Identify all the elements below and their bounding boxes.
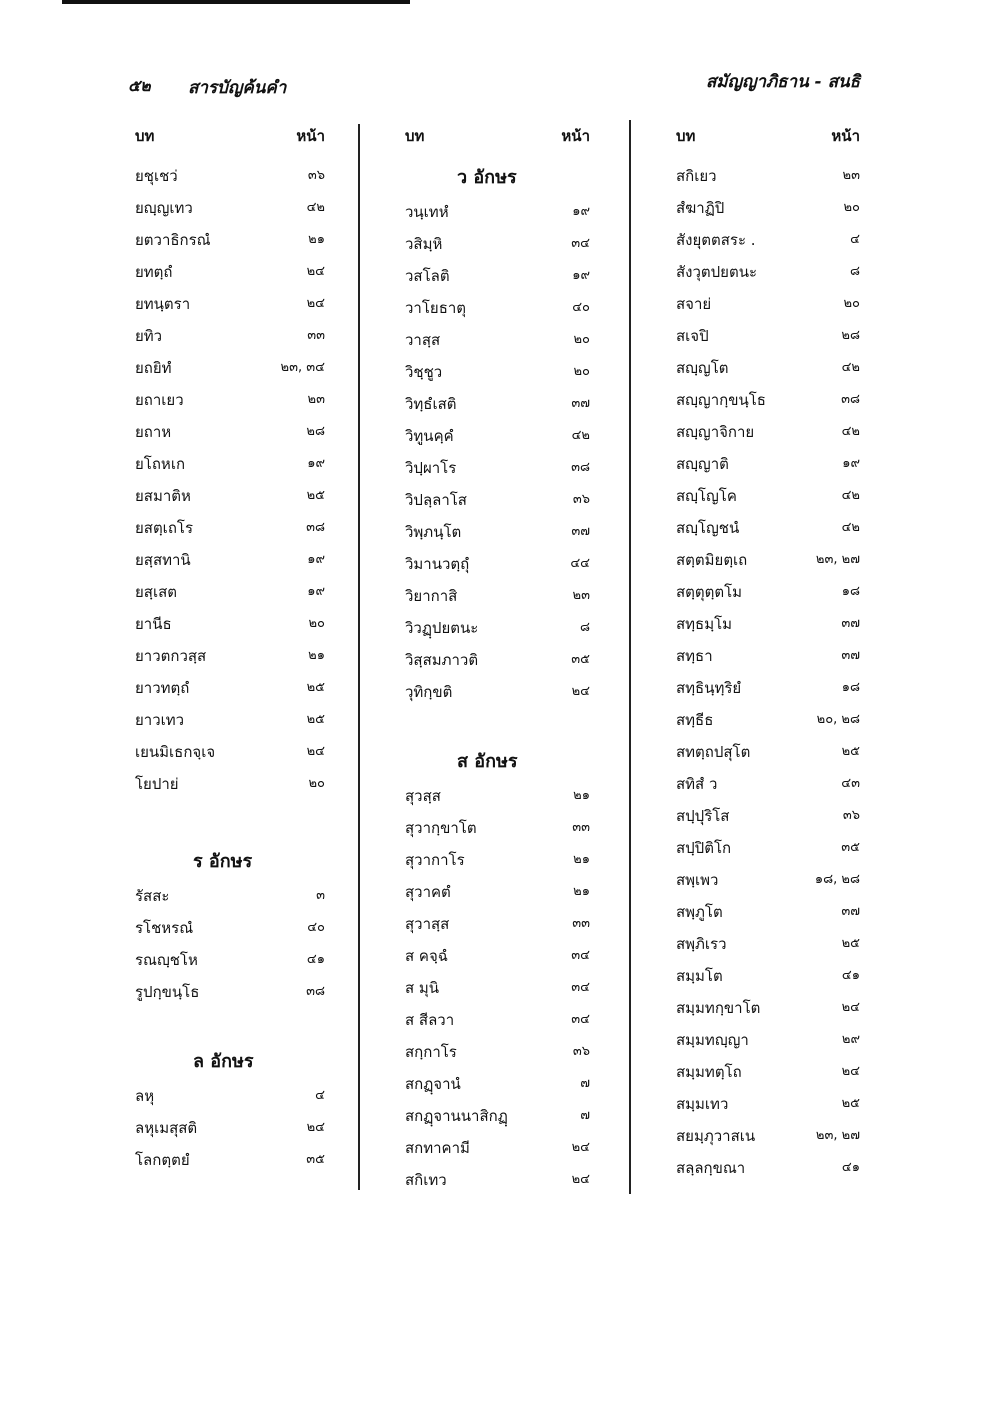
entry-term: วิยากาสิ <box>405 587 458 605</box>
term-header: บท <box>676 127 696 145</box>
entry-term: สพฺภูโต <box>676 903 723 921</box>
page-header: หน้า <box>561 127 590 145</box>
index-entry <box>676 800 860 832</box>
entry-page: ๔๒ <box>841 520 860 535</box>
entry-page: ๑๙ <box>307 584 325 599</box>
entry-page: ๒๕ <box>306 712 325 727</box>
entry-page: ๔๒ <box>841 360 860 375</box>
index-entry <box>405 844 590 876</box>
index-entry <box>676 384 860 416</box>
entry-page: ๔ <box>315 1088 325 1103</box>
entry-page: ๔๑ <box>306 952 325 967</box>
index-entry <box>676 512 860 544</box>
entry-page: ๓๖ <box>842 808 860 823</box>
entry-term: รโชหรณํ <box>135 919 194 937</box>
entry-term: วิมานวตฺถุํ <box>405 555 470 573</box>
index-entry <box>405 1100 590 1132</box>
index-entry <box>405 228 590 260</box>
entry-page: ๒๕ <box>306 488 325 503</box>
column-divider <box>629 120 631 1194</box>
entry-list <box>405 196 590 708</box>
right-running-title: สมัญญาภิธาน - สนธิ <box>705 72 860 92</box>
entry-term: ยถาเยว <box>135 391 184 409</box>
entry-page: ๒๐ <box>843 296 860 311</box>
entry-page: ๒๓ <box>842 168 860 183</box>
entry-term: ส สีลวา <box>405 1011 455 1029</box>
index-entry <box>676 192 860 224</box>
entry-term: ยาวตกวสฺส <box>135 647 207 665</box>
index-entry <box>676 576 860 608</box>
entry-page: ๒๔ <box>841 1000 860 1015</box>
entry-list <box>676 160 860 1184</box>
entry-page: ๒๓, ๒๗ <box>815 552 860 567</box>
entry-term: วสโลติ <box>405 267 450 285</box>
index-entry <box>676 320 860 352</box>
entry-page: ๒๔ <box>306 744 325 759</box>
index-entry <box>135 1080 325 1112</box>
column-header <box>405 120 590 160</box>
entry-page: ๒๐ <box>573 332 590 347</box>
entry-list <box>135 880 325 1008</box>
entry-term: วาสฺส <box>405 331 441 349</box>
index-entry <box>135 320 325 352</box>
entry-term: สพฺเพว <box>676 871 719 889</box>
entry-term: ยสฺสทานิ <box>135 551 191 569</box>
index-entry <box>676 288 860 320</box>
entry-page: ๔๐ <box>572 300 590 315</box>
entry-page: ๒๐ <box>573 364 590 379</box>
index-entry <box>135 224 325 256</box>
index-entry <box>676 736 860 768</box>
top-rule <box>62 0 410 4</box>
index-entry <box>405 1132 590 1164</box>
entry-page: ๒๐, ๒๘ <box>816 712 860 727</box>
entry-term: สุวสฺส <box>405 787 441 805</box>
entry-term: สกฏฺจานํ <box>405 1075 461 1093</box>
entry-page: ๓๔ <box>571 948 590 963</box>
index-entry <box>135 352 325 384</box>
page-number: ๕๒ <box>128 76 151 95</box>
index-entry <box>135 416 325 448</box>
index-entry <box>135 480 325 512</box>
entry-page: ๑๙ <box>307 456 325 471</box>
entry-term: สมฺมทกฺขาโต <box>676 999 761 1017</box>
page-header: หน้า <box>296 127 325 145</box>
index-entry <box>405 1004 590 1036</box>
entry-page: ๓๔ <box>571 1012 590 1027</box>
entry-page: ๓๗ <box>841 648 860 663</box>
entry-page: ๑๘ <box>841 680 860 695</box>
index-entry <box>405 196 590 228</box>
entry-page: ๓๗ <box>841 904 860 919</box>
index-entry <box>405 940 590 972</box>
entry-page: ๑๙ <box>572 204 590 219</box>
index-entry <box>676 416 860 448</box>
entry-term: สมฺมทตฺโถ <box>676 1063 742 1081</box>
entry-page: ๓๕ <box>841 840 860 855</box>
entry-term: โยปาย่ <box>135 775 179 793</box>
entry-page: ๒๑ <box>573 852 590 867</box>
entry-term: สุวากฺขาโต <box>405 819 477 837</box>
entry-term: สมฺมทญฺญา <box>676 1031 749 1049</box>
entry-page: ๓๓ <box>572 916 590 931</box>
entry-page: ๒๓, ๒๗ <box>815 1128 860 1143</box>
column-header <box>135 120 325 160</box>
entry-term: สตฺตมิยตฺเถ <box>676 551 748 569</box>
entry-page: ๔๑ <box>841 968 860 983</box>
index-entry <box>135 256 325 288</box>
entry-term: สลฺลกฺขณา <box>676 1159 746 1177</box>
index-entry <box>135 576 325 608</box>
index-entry <box>405 972 590 1004</box>
entry-term: ยสฺเสต <box>135 583 177 601</box>
entry-page: ๒๔ <box>571 684 590 699</box>
index-column-3 <box>676 120 860 1184</box>
entry-page: ๑๘ <box>841 584 860 599</box>
column-header <box>676 120 860 160</box>
entry-page: ๑๙ <box>307 552 325 567</box>
index-entry <box>135 944 325 976</box>
index-entry <box>405 324 590 356</box>
entry-term: สกฺกาโร <box>405 1043 457 1061</box>
entry-term: สุวาสฺส <box>405 915 450 933</box>
entry-term: สพฺภิเรว <box>676 935 727 953</box>
index-column-1 <box>135 120 325 1176</box>
index-entry <box>135 192 325 224</box>
section-gap <box>135 1008 325 1036</box>
entry-term: ยตวาธิกรณํ <box>135 231 211 249</box>
entry-term: ยทิว <box>135 327 163 345</box>
section-title: ล อักษร <box>193 1051 254 1072</box>
entry-term: วิวฏฺปยตนะ <box>405 619 479 637</box>
entry-term: สญฺโญชนํ <box>676 519 740 537</box>
index-entry <box>405 1164 590 1196</box>
entry-term: สมฺมเทว <box>676 1095 729 1113</box>
entry-term: สกิเยว <box>676 167 717 185</box>
index-entry <box>405 612 590 644</box>
entry-page: ๓๓ <box>307 328 325 343</box>
entry-page: ๓๖ <box>307 168 325 183</box>
entry-term: วิทฺธํเสติ <box>405 395 457 413</box>
entry-page: ๒๔ <box>571 1172 590 1187</box>
entry-page: ๒๔ <box>571 1140 590 1155</box>
entry-term: สกทาคามี <box>405 1139 470 1157</box>
entry-page: ๒๐ <box>843 200 860 215</box>
index-entry <box>676 224 860 256</box>
entry-term: โลกตฺตยํ <box>135 1151 190 1169</box>
entry-page: ๓๓ <box>572 820 590 835</box>
entry-page: ๒๕ <box>841 1096 860 1111</box>
entry-term: สมฺมโต <box>676 967 723 985</box>
entry-term: ส คจฺฉํ <box>405 947 448 965</box>
entry-page: ๓๖ <box>572 1044 590 1059</box>
entry-page: ๒๑ <box>573 788 590 803</box>
entry-term: สญฺญากฺขนฺโธ <box>676 391 766 409</box>
entry-term: สทฺธา <box>676 647 713 665</box>
index-entry <box>135 1112 325 1144</box>
index-entry <box>135 640 325 672</box>
index-column-2 <box>405 120 590 1196</box>
index-entry <box>676 1056 860 1088</box>
entry-term: ส มุนิ <box>405 979 440 997</box>
entry-page: ๗ <box>580 1108 590 1123</box>
index-entry <box>405 812 590 844</box>
entry-page: ๔ <box>850 232 860 247</box>
entry-page: ๘ <box>579 620 590 635</box>
entry-term: สตฺตุตฺตโม <box>676 583 743 601</box>
entry-term: สังยุตตสระ . <box>676 231 756 249</box>
index-entry <box>676 672 860 704</box>
entry-list <box>135 1080 325 1176</box>
index-entry <box>405 356 590 388</box>
entry-term: สปฺปิติโก <box>676 839 732 857</box>
entry-page: ๑๘, ๒๘ <box>814 872 860 887</box>
index-entry <box>135 912 325 944</box>
entry-term: รัสสะ <box>135 887 170 905</box>
entry-term: ยชุเชว่ <box>135 167 178 185</box>
entry-term: ยาวทตฺถํ <box>135 679 190 697</box>
entry-page: ๓๘ <box>306 984 325 999</box>
index-entry <box>135 768 325 800</box>
entry-page: ๓๔ <box>571 236 590 251</box>
page-header: หน้า <box>831 127 860 145</box>
entry-page: ๓๘ <box>306 520 325 535</box>
entry-page: ๑๙ <box>842 456 860 471</box>
entry-list <box>135 160 325 800</box>
entry-page: ๔๒ <box>841 424 860 439</box>
entry-page: ๓๕ <box>571 652 590 667</box>
entry-term: วิปลฺลาโส <box>405 491 467 509</box>
entry-term: วิสฺสมภาวติ <box>405 651 479 669</box>
entry-page: ๔๒ <box>841 488 860 503</box>
entry-term: สยมฺภุวาสเน <box>676 1127 756 1145</box>
entry-term: วสิมฺหิ <box>405 235 443 253</box>
entry-term: วิปฺผาโร <box>405 459 457 477</box>
entry-term: ลหุ <box>135 1087 155 1105</box>
entry-page: ๓ <box>316 888 325 903</box>
index-entry <box>135 736 325 768</box>
index-entry <box>676 864 860 896</box>
index-entry <box>676 352 860 384</box>
entry-term: สกิเทว <box>405 1171 447 1189</box>
index-entry <box>135 512 325 544</box>
entry-term: วุทิกฺขติ <box>405 683 453 701</box>
section-title: ร อักษร <box>193 851 253 872</box>
index-entry <box>676 1024 860 1056</box>
entry-term: วิทูนคฺคํ <box>405 427 454 445</box>
entry-page: ๑๙ <box>572 268 590 283</box>
entry-page: ๒๓ <box>307 392 325 407</box>
entry-term: ยสตฺเถโร <box>135 519 194 537</box>
index-entry <box>676 544 860 576</box>
entry-term: สญฺญาจิกาย <box>676 423 755 441</box>
entry-page: ๒๕ <box>306 680 325 695</box>
entry-term: สจาย่ <box>676 295 712 313</box>
index-entry <box>676 640 860 672</box>
entry-term: สทฺธมฺโม <box>676 615 733 633</box>
entry-term: ยถาห <box>135 423 172 441</box>
entry-term: รณญฺชโห <box>135 951 198 969</box>
index-entry <box>135 448 325 480</box>
entry-page: ๒๘ <box>306 424 325 439</box>
entry-term: รูปกฺขนฺโธ <box>135 983 200 1001</box>
index-entry <box>676 928 860 960</box>
index-entry <box>135 1144 325 1176</box>
index-entry <box>405 676 590 708</box>
entry-term: สญฺโญโค <box>676 487 737 505</box>
entry-page: ๒๔ <box>841 1064 860 1079</box>
index-entry <box>405 516 590 548</box>
entry-page: ๔๐ <box>307 920 325 935</box>
entry-term: วิพฺภนฺโต <box>405 523 462 541</box>
index-entry <box>405 908 590 940</box>
index-entry <box>405 452 590 484</box>
index-entry <box>135 384 325 416</box>
entry-page: ๒๘ <box>841 328 860 343</box>
left-running-title: สารบัญค้นคำ <box>188 78 287 98</box>
entry-term: ยานีธ <box>135 615 172 633</box>
index-entry <box>135 672 325 704</box>
index-entry <box>405 644 590 676</box>
entry-page: ๒๐ <box>308 616 325 631</box>
entry-page: ๓๔ <box>571 980 590 995</box>
index-entry <box>135 544 325 576</box>
index-entry <box>676 480 860 512</box>
section-title: ส อักษร <box>457 751 518 772</box>
entry-term: วิชฺชูว <box>405 363 443 381</box>
entry-page: ๒๐ <box>308 776 325 791</box>
entry-term: ยโถหเก <box>135 455 186 473</box>
entry-term: เยนมิเธกจฺเจ <box>135 743 216 761</box>
entry-page: ๒๑ <box>573 884 590 899</box>
entry-term: ยทนฺตรา <box>135 295 191 313</box>
entry-term: วนฺเทหํ <box>405 203 449 221</box>
column-divider <box>358 124 360 1190</box>
entry-list <box>405 780 590 1196</box>
index-entry <box>135 976 325 1008</box>
index-entry <box>676 1120 860 1152</box>
section-gap <box>135 800 325 836</box>
index-entry <box>405 484 590 516</box>
entry-page: ๔๓ <box>841 776 860 791</box>
index-entry <box>676 896 860 928</box>
index-entry <box>405 388 590 420</box>
entry-page: ๓๗ <box>571 524 590 539</box>
index-entry <box>135 880 325 912</box>
entry-page: ๒๑ <box>308 648 325 663</box>
index-entry <box>676 704 860 736</box>
entry-term: สญฺญาติ <box>676 455 729 473</box>
entry-page: ๔๒ <box>571 428 590 443</box>
entry-page: ๒๕ <box>841 936 860 951</box>
entry-page: ๓๕ <box>306 1152 325 1167</box>
entry-term: ยาวเทว <box>135 711 185 729</box>
term-header: บท <box>405 127 425 145</box>
entry-term: สํฆาฏิปิ <box>676 199 725 217</box>
entry-term: ยทตฺถํ <box>135 263 173 281</box>
index-entry <box>676 768 860 800</box>
index-entry <box>676 448 860 480</box>
entry-term: สุวากาโร <box>405 851 465 869</box>
entry-term: ยถยิทํ <box>135 359 172 377</box>
index-entry <box>135 160 325 192</box>
index-entry <box>676 256 860 288</box>
entry-term: สกฏฺจานนาสิกฏฺ <box>405 1107 508 1125</box>
page-header <box>128 68 860 98</box>
entry-page: ๓๗ <box>841 616 860 631</box>
entry-page: ๒๔ <box>306 264 325 279</box>
index-entry <box>676 832 860 864</box>
entry-term: ยสมาติห <box>135 487 191 505</box>
index-entry <box>405 292 590 324</box>
index-entry <box>405 548 590 580</box>
entry-page: ๒๑ <box>308 232 325 247</box>
entry-page: ๒๓ <box>572 588 590 603</box>
entry-term: สังวุตปยตนะ <box>676 263 758 281</box>
entry-term: ยญฺญเทว <box>135 199 193 217</box>
entry-page: ๒๙ <box>841 1032 860 1047</box>
entry-page: ๔๑ <box>841 1160 860 1175</box>
entry-term: สทิสํ ว <box>676 775 718 793</box>
entry-term: สทตฺถปสุโต <box>676 743 751 761</box>
entry-page: ๔๒ <box>306 200 325 215</box>
entry-page: ๒๔ <box>306 1120 325 1135</box>
section-title: ว อักษร <box>457 167 517 188</box>
entry-page: ๘ <box>849 264 860 279</box>
entry-term: สุวาคตํ <box>405 883 451 901</box>
index-entry <box>135 608 325 640</box>
entry-page: ๒๓, ๓๔ <box>280 360 325 375</box>
index-entry <box>405 876 590 908</box>
term-header: บท <box>135 127 155 145</box>
entry-page: ๔๔ <box>570 556 590 571</box>
index-entry <box>676 992 860 1024</box>
entry-term: ลหุเมสุสติ <box>135 1119 198 1137</box>
entry-term: วาโยธาตุ <box>405 299 467 317</box>
entry-page: ๒๕ <box>841 744 860 759</box>
index-entry <box>676 608 860 640</box>
index-entry <box>676 1088 860 1120</box>
index-entry <box>135 704 325 736</box>
index-entry <box>405 780 590 812</box>
entry-term: สปฺปุริโส <box>676 807 730 825</box>
index-entry <box>135 288 325 320</box>
index-entry <box>676 160 860 192</box>
entry-term: สทฺธินฺทฺริยํ <box>676 679 742 697</box>
entry-page: ๒๔ <box>306 296 325 311</box>
index-entry <box>676 1152 860 1184</box>
entry-page: ๓๘ <box>571 460 590 475</box>
entry-term: สญฺญโต <box>676 359 729 377</box>
entry-term: สทฺธีธ <box>676 711 714 729</box>
entry-page: ๓๖ <box>572 492 590 507</box>
entry-term: สเจปิ <box>676 327 709 345</box>
index-entry <box>405 580 590 612</box>
entry-page: ๓๗ <box>571 396 590 411</box>
section-gap <box>405 708 590 744</box>
index-entry <box>405 1068 590 1100</box>
entry-page: ๓๘ <box>841 392 860 407</box>
index-entry <box>405 260 590 292</box>
index-entry <box>405 1036 590 1068</box>
index-entry <box>405 420 590 452</box>
index-entry <box>676 960 860 992</box>
entry-page: ๗ <box>580 1076 590 1091</box>
